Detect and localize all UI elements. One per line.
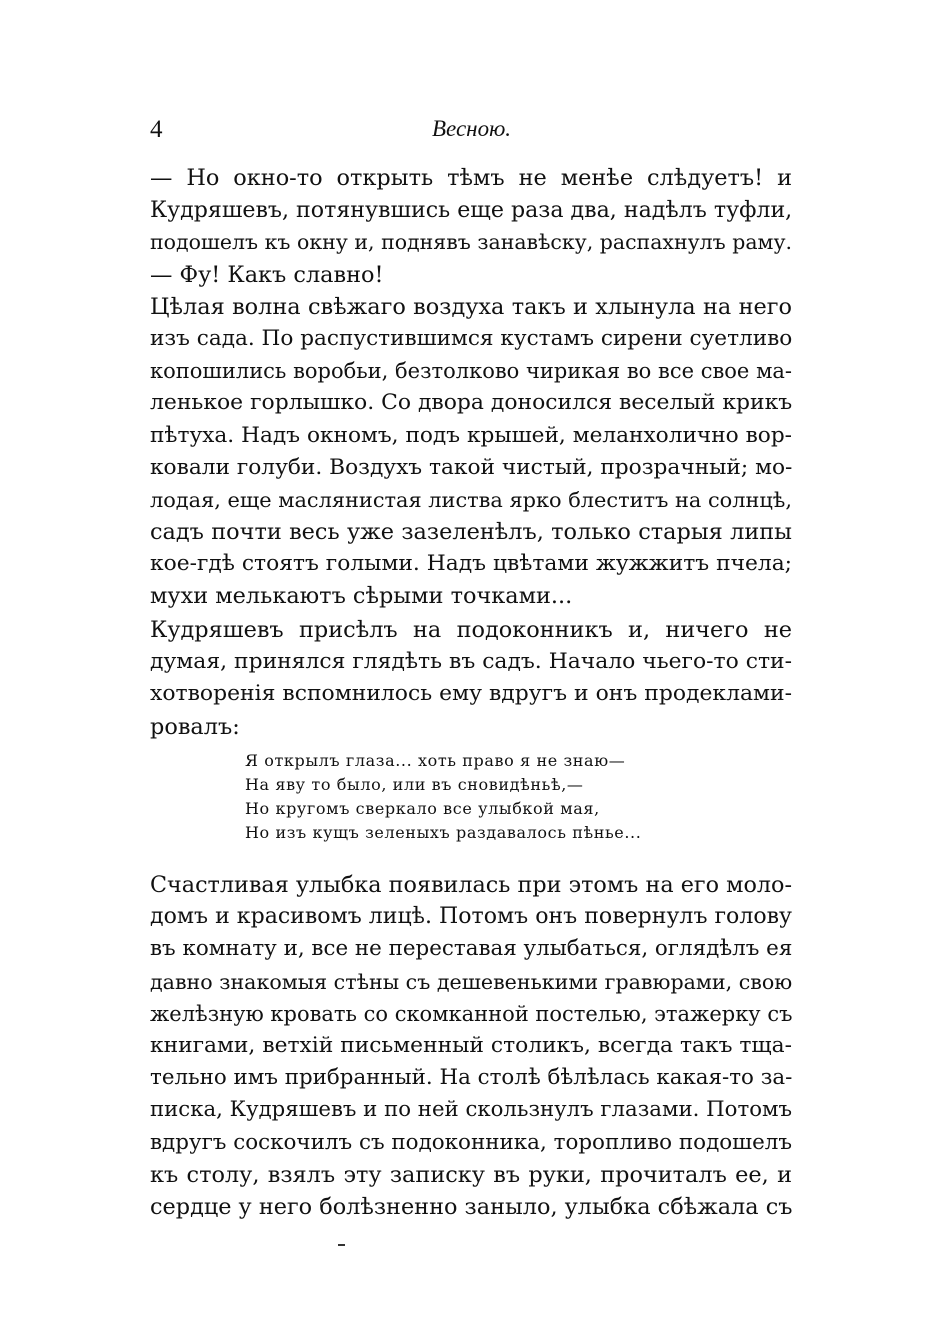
text-line: писка, Кудряшевъ и по ней скользнулъ глазами. Потомъ — [150, 1097, 792, 1123]
text-block-top — [150, 162, 792, 613]
text-line: ковали голуби. Воздухъ такой чистый, прозрачный; мо- — [150, 454, 793, 480]
text-line: ровалъ: — [150, 713, 240, 740]
print-mark — [338, 1244, 345, 1246]
text-line: садъ почти весь уже зазеленѣлъ, только старыя липы — [150, 519, 792, 546]
text-line: желѣзную кровать со скомканной постелью, этажерку съ — [150, 1001, 793, 1026]
text-line: копошились воробьи, безтолково чирикая во все свое ма- — [150, 359, 792, 384]
poem-line: Но изъ кущъ зеленыхъ раздавалось пѣнье... — [245, 823, 642, 842]
poem-line: На яву то было, или въ сновидѣньѣ,— — [245, 775, 584, 794]
text-line: къ столу, взялъ эту записку въ руки, прочиталъ ее, и — [150, 1161, 792, 1188]
running-head — [150, 116, 792, 152]
text-line: лодая, еще маслянистая листва ярко блеститъ на солнцѣ, — [150, 487, 792, 512]
poem-line: Но кругомъ сверкало все улыбкой мая, — [245, 799, 600, 818]
text-line: изъ сада. По распустившимся кустамъ сирени суетливо — [150, 325, 793, 351]
text-line: думая, принялся глядѣть въ садъ. Начало чьего-то сти- — [150, 649, 792, 675]
text-line: Кудряшевъ, потянувшись еще раза два, надѣлъ туфли, — [150, 197, 793, 224]
text-line: давно знакомыя стѣны съ дешевенькими гравюрами, свою — [150, 969, 793, 994]
text-line: Цѣлая волна свѣжаго воздуха такъ и хлынула на него — [150, 293, 792, 320]
text-line: въ комнату и, все не переставая улыбаться, оглядѣлъ ея — [150, 936, 793, 962]
text-block-middle — [150, 614, 792, 743]
text-line: хотворенія вспомнилось ему вдругъ и онъ продеклами- — [150, 681, 792, 707]
text-line: Счастливая улыбка появилась при этомъ на его моло- — [150, 872, 792, 898]
text-line: ленькое горлышко. Со двора доносился веселый крикъ — [150, 390, 793, 416]
text-line: сердце у него болѣзненно заныло, улыбка сбѣжала съ — [150, 1193, 793, 1220]
text-line: Кудряшевъ присѣлъ на подоконникъ и, ничего не — [150, 617, 792, 643]
poem-quote — [245, 749, 705, 845]
text-line: книгами, ветхій письменный столикъ, всегда такъ тща- — [150, 1032, 792, 1058]
text-line: домъ и красивомъ лицѣ. Потомъ онъ повернулъ голову — [150, 904, 792, 930]
text-line: подошелъ къ окну и, поднявъ занавѣску, распахнулъ раму. — [150, 230, 792, 255]
text-line: вдругъ соскочилъ съ подоконника, торопливо подошелъ — [150, 1129, 792, 1155]
text-line: мухи мелькаютъ сѣрыми точками... — [150, 583, 573, 610]
text-line: пѣтуха. Надъ окномъ, подъ крышей, меланхолично вор- — [150, 422, 792, 448]
poem-line: Я открылъ глаза... хоть право я не знаю— — [245, 751, 626, 770]
text-block-bottom — [150, 869, 792, 1223]
page-number: 4 — [150, 116, 163, 143]
text-line: тельно имъ прибранный. На столѣ бѣлѣлась какая-то за- — [150, 1065, 793, 1091]
text-line: — Фу! Какъ славно! — [150, 261, 384, 288]
running-title: Весною. — [432, 116, 512, 141]
text-line: кое-гдѣ стоятъ голыми. Надъ цвѣтами жужжитъ пчела; — [150, 551, 792, 577]
text-line: — Но окно-то открыть тѣмъ не менѣе слѣдуетъ! и — [150, 165, 792, 191]
